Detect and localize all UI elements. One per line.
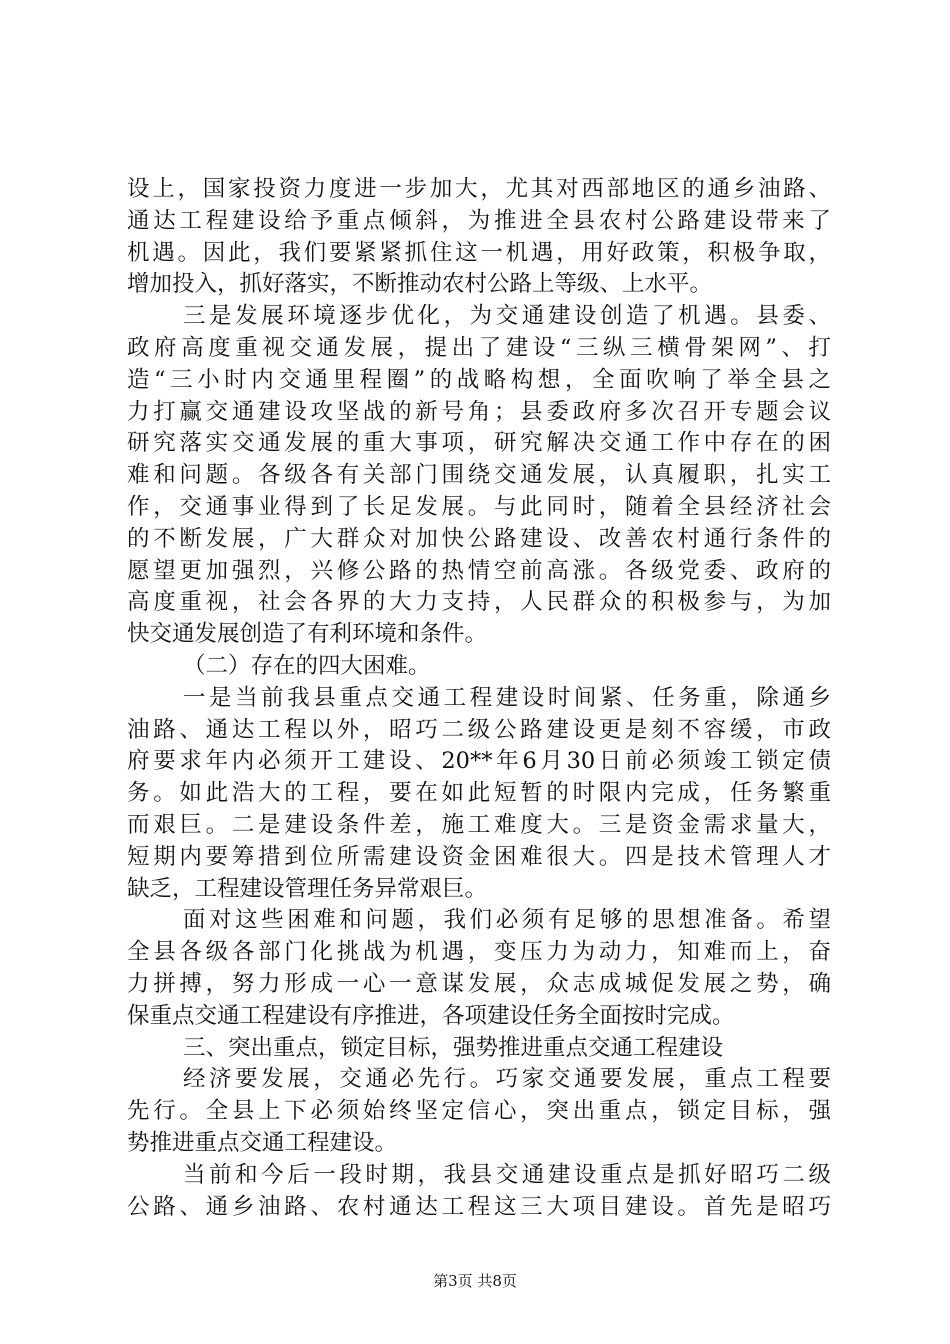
- text-line: 增加投入，抓好落实，不断推动农村公路上等级、上水平。: [127, 271, 713, 298]
- text-line: 而艰巨。二是建设条件差，施工难度大。三是资金需求量大，: [127, 811, 831, 838]
- text-line: 机遇。因此，我们要紧紧抓住这一机遇，用好政策，积极争取，: [127, 239, 831, 266]
- text-line: 油路、通达工程以外，昭巧二级公路建设更是刻不容缓，市政: [127, 716, 831, 743]
- text-line: 全县各级各部门化挑战为机遇，变压力为动力，知难而上，奋: [127, 939, 831, 966]
- text-line: 三、突出重点，锁定目标，强势推进重点交通工程建设: [183, 1034, 724, 1061]
- text-line: 难和问题。各级各有关部门围绕交通发展，认真履职，扎实工: [127, 462, 831, 489]
- text-line: 愿望更加强烈，兴修公路的热情空前高涨。各级党委、政府的: [127, 557, 831, 584]
- text-line: 当前和今后一段时期，我县交通建设重点是抓好昭巧二级: [183, 1161, 831, 1188]
- text-line: 面对这些困难和问题，我们必须有足够的思想准备。希望: [183, 907, 831, 934]
- text-line: 的不断发展，广大群众对加快公路建设、改善农村通行条件的: [127, 525, 831, 552]
- text-line: 势推进重点交通工程建设。: [127, 1129, 398, 1156]
- text-line: 公路、通乡油路、农村通达工程这三大项目建设。首先是昭巧: [127, 1193, 831, 1220]
- text-line: 力拼搏，努力形成一心一意谋发展，众志成城促发展之势，确: [127, 970, 831, 997]
- text-line: 造“三小时内交通里程圈”的战略构想，全面吹响了举全县之: [127, 366, 831, 393]
- text-line: 缺乏，工程建设管理任务异常艰巨。: [127, 875, 488, 902]
- document-body: [127, 174, 831, 1223]
- text-line: 三是发展环境逐步优化，为交通建设创造了机遇。县委、: [183, 303, 831, 330]
- text-line: 设上，国家投资力度进一步加大，尤其对西部地区的通乡油路、: [127, 176, 831, 202]
- text-line: 经济要发展，交通必先行。巧家交通要发展，重点工程要: [183, 1066, 831, 1093]
- text-line: 研究落实交通发展的重大事项，研究解决交通工作中存在的困: [127, 430, 831, 457]
- text-line: 政府高度重视交通发展，提出了建设“三纵三横骨架网”、打: [127, 334, 831, 361]
- text-line: 通达工程建设给予重点倾斜，为推进全县农村公路建设带来了: [127, 207, 831, 234]
- text-line: 府要求年内必须开工建设、20**年6月30日前必须竣工锁定债: [127, 748, 831, 775]
- page-footer: 第3页 共8页: [433, 1272, 517, 1290]
- text-line: 力打赢交通建设攻坚战的新号角；县委政府多次召开专题会议: [127, 398, 831, 425]
- text-line: 短期内要筹措到位所需建设资金困难很大。四是技术管理人才: [127, 843, 831, 870]
- text-line: 务。如此浩大的工程，要在如此短暂的时限内完成，任务繁重: [127, 780, 831, 807]
- text-line: 高度重视，社会各界的大力支持，人民群众的积极参与，为加: [127, 589, 831, 616]
- text-line: 一是当前我县重点交通工程建设时间紧、任务重，除通乡: [183, 684, 831, 711]
- text-line: 快交通发展创造了有利环境和条件。: [127, 621, 488, 648]
- text-line: 作，交通事业得到了长足发展。与此同时，随着全县经济社会: [127, 493, 831, 520]
- text-line: 保重点交通工程建设有序推进，各项建设任务全面按时完成。: [127, 1002, 735, 1029]
- text-line: 先行。全县上下必须始终坚定信心，突出重点，锁定目标，强: [127, 1098, 831, 1125]
- text-line: （二）存在的四大困难。: [183, 652, 431, 679]
